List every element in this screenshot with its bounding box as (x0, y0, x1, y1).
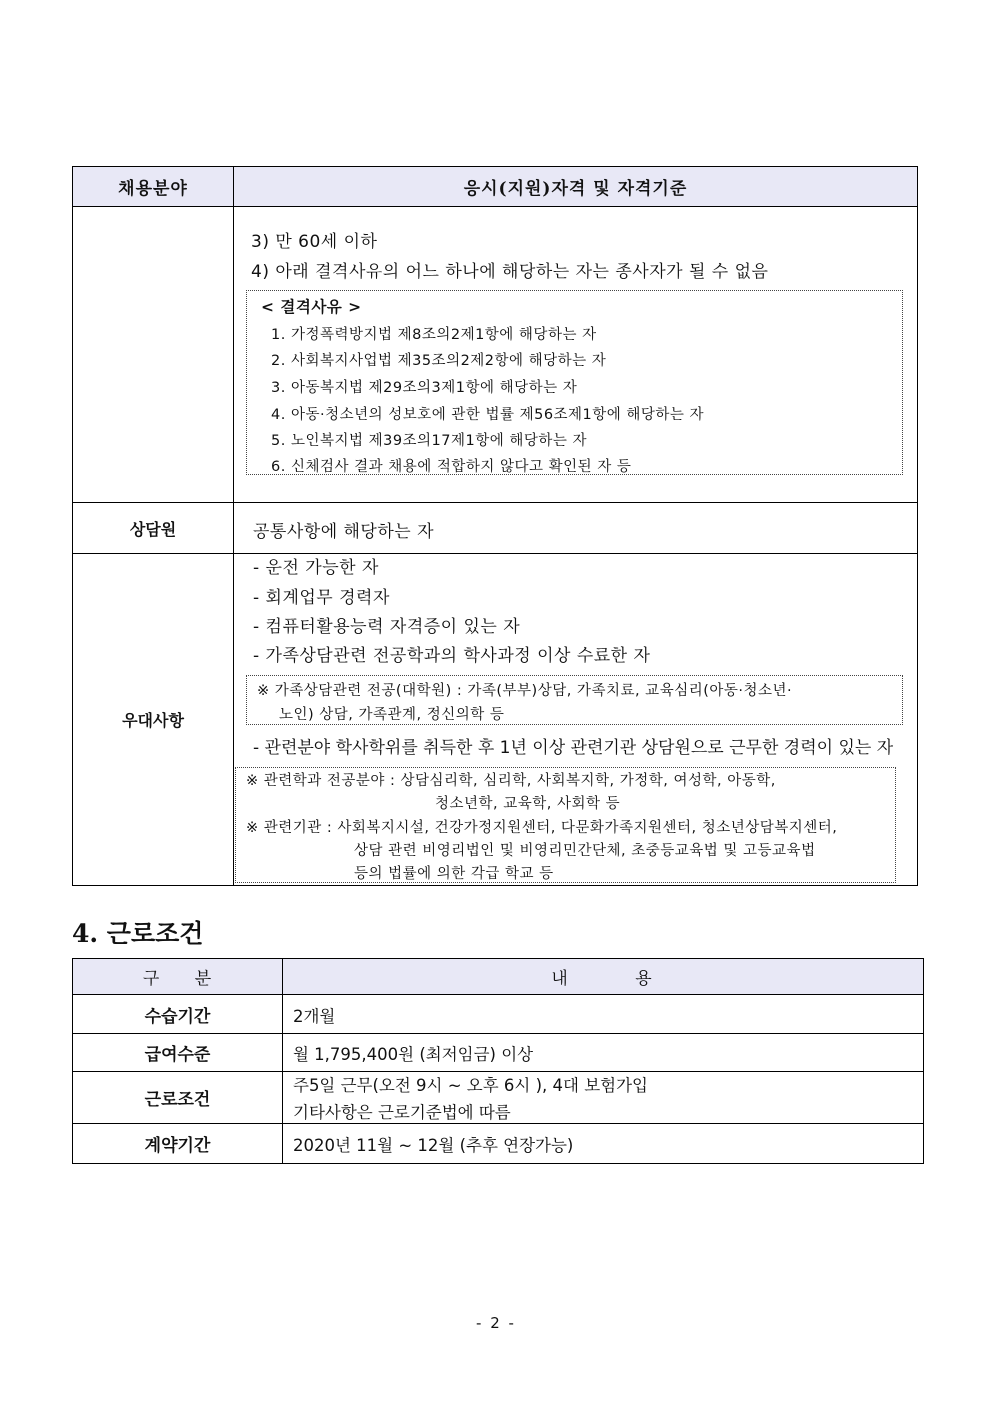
disqualification-item: 4. 아동·청소년의 성보호에 관한 법률 제56조제1항에 해당하는 자 (271, 407, 705, 423)
related-note-box (235, 767, 896, 883)
related-note-line: 청소년학, 교육학, 사회학 등 (435, 796, 621, 812)
header-criteria: 응시(지원)자격 및 자격기준 (463, 179, 688, 199)
disqualification-item: 6. 신체검사 결과 채용에 적합하지 않다고 확인된 자 등 (271, 459, 632, 475)
related-note-line: ※ 관련학과 전공분야 : 상담심리학, 심리학, 사회복지학, 가정학, 여성학, 아동학, (246, 773, 776, 789)
major-note-line: 노인) 상담, 가족관계, 정신의학 등 (279, 707, 505, 723)
major-note-box (246, 675, 903, 725)
header-field: 채용분야 (118, 179, 188, 199)
preference-item: - 회계업무 경력자 (253, 588, 390, 608)
preference-label: 우대사항 (122, 711, 184, 730)
preference-item: - 컴퓨터활용능력 자격증이 있는 자 (253, 617, 521, 637)
qualification-table-header (73, 167, 917, 207)
row-label-contract: 계약기간 (144, 1135, 211, 1156)
column-divider (282, 959, 283, 1163)
row-value-probation: 2개월 (293, 1007, 336, 1026)
page-number: - 2 - (476, 1314, 516, 1332)
disqualification-item: 1. 가정폭력방지법 제8조의2제1항에 해당하는 자 (271, 327, 597, 343)
disqualification-item: 3. 아동복지법 제29조의3제1항에 해당하는 자 (271, 380, 578, 396)
disqualification-item: 2. 사회복지사업법 제35조의2제2항에 해당하는 자 (271, 353, 607, 369)
work-table-header (73, 959, 923, 995)
related-note-line: ※ 관련기관 : 사회복지시설, 건강가정지원센터, 다문화가족지원센터, 청소년상담복지센터, (246, 820, 838, 836)
header-content: 내 용 (551, 969, 653, 989)
row-value-contract: 2020년 11월 ~ 12월 (추후 연장가능) (293, 1136, 574, 1155)
row-label-conditions: 근로조건 (144, 1090, 211, 1110)
related-note-line: 상담 관련 비영리법인 및 비영리민간단체, 초중등교육법 및 고등교육법 (354, 843, 816, 859)
disqualification-item: 5. 노인복지법 제39조의17제1항에 해당하는 자 (271, 433, 588, 449)
row-label-probation: 수습기간 (144, 1007, 211, 1027)
counselor-label: 상담원 (129, 519, 177, 539)
preference-item: - 가족상담관련 전공학과의 학사과정 이상 수료한 자 (253, 646, 651, 666)
section-heading: 4. 근로조건 (72, 919, 204, 948)
row-value-conditions: 주5일 근무(오전 9시 ~ 오후 6시 ), 4대 보험가입 (293, 1076, 648, 1095)
major-note-line: ※ 가족상담관련 전공(대학원) : 가족(부부)상담, 가족치료, 교육심리(아동·청소년· (257, 683, 793, 699)
header-category: 구 분 (142, 969, 213, 989)
disqualification-box (246, 290, 903, 475)
related-note-line: 등의 법률에 의한 각급 학교 등 (354, 866, 554, 882)
common-item: 3) 만 60세 이하 (251, 232, 378, 252)
row-value-conditions: 기타사항은 근로기준법에 따름 (293, 1103, 511, 1122)
counselor-text: 공통사항에 해당하는 자 (253, 522, 435, 542)
row-value-salary: 월 1,795,400원 (최저임금) 이상 (293, 1045, 534, 1064)
qualification-table (72, 166, 918, 886)
column-divider (233, 167, 234, 885)
row-label-salary: 급여수준 (144, 1045, 211, 1065)
work-conditions-table (72, 958, 924, 1164)
disqualification-title: < 결격사유 > (261, 298, 362, 316)
preference-item: - 관련분야 학사학위를 취득한 후 1년 이상 관련기관 상담원으로 근무한 경력이 있는 자 (253, 738, 894, 758)
common-item: 4) 아래 결격사유의 어느 하나에 해당하는 자는 종사자가 될 수 없음 (251, 262, 769, 282)
preference-item: - 운전 가능한 자 (253, 558, 379, 578)
